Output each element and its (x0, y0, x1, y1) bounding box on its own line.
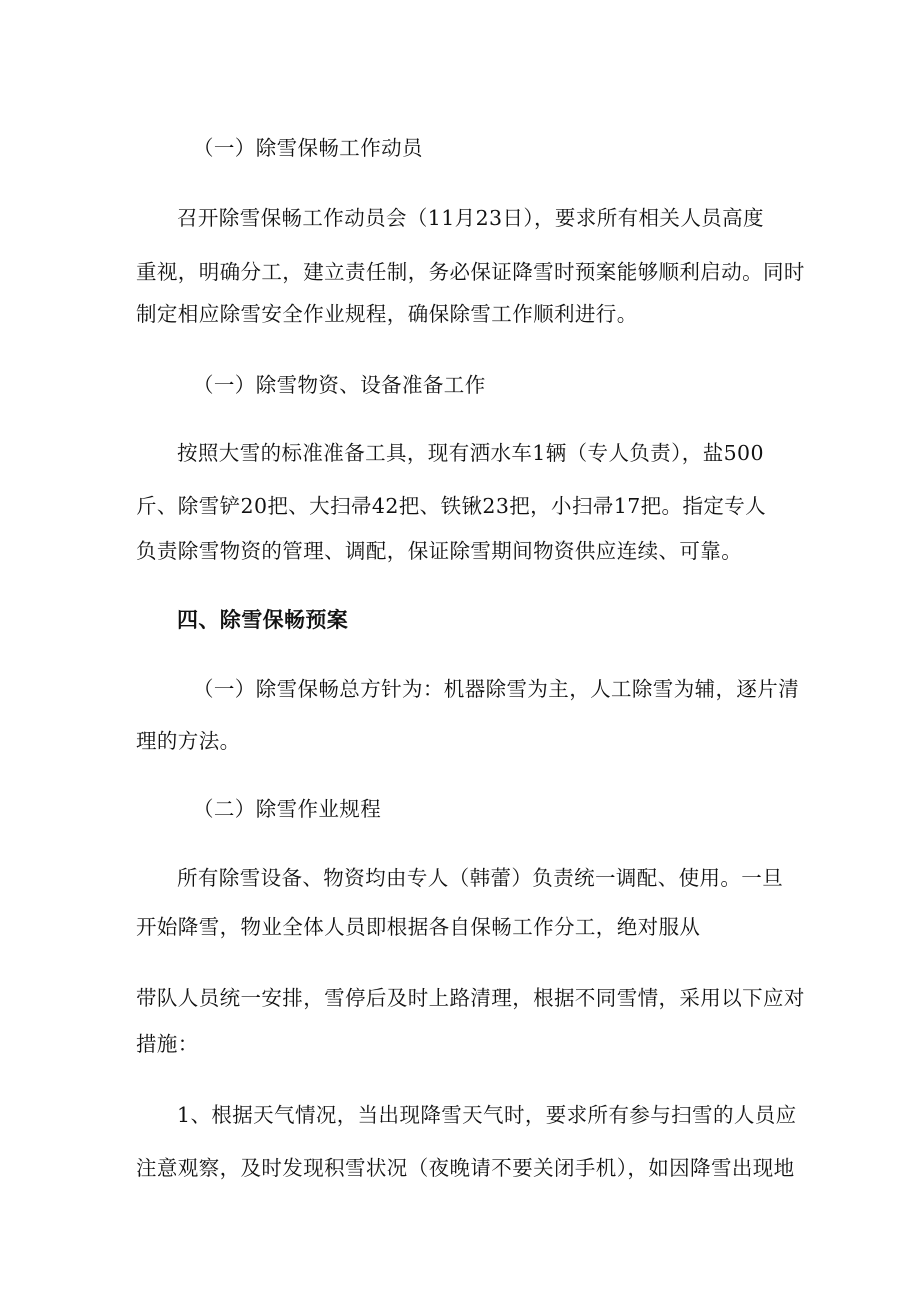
paragraph-line: 带队人员统一安排，雪停后及时上路清理，根据不同雪情，采用以下应对 (136, 986, 805, 1010)
subheading-mobilization: （一）除雪保畅工作动员 (193, 136, 423, 160)
subheading-materials: （一）除雪物资、设备准备工作 (193, 373, 486, 397)
section-heading-plan: 四、除雪保畅预案 (177, 608, 349, 632)
paragraph-line: 重视，明确分工，建立责任制，务必保证降雪时预案能够顺利启动。同时 (136, 260, 805, 284)
subheading-procedures: （二）除雪作业规程 (193, 797, 382, 821)
paragraph-line: 召开除雪保畅工作动员会（11月23日），要求所有相关人员高度 (177, 206, 764, 230)
paragraph-line: 措施： (136, 1032, 199, 1056)
paragraph-line: 所有除雪设备、物资均由专人（韩蕾）负责统一调配、使用。一旦 (177, 866, 784, 890)
paragraph-line: 制定相应除雪安全作业规程，确保除雪工作顺利进行。 (136, 302, 638, 326)
paragraph-line: 1、根据天气情况，当出现降雪天气时，要求所有参与扫雪的人员应 (177, 1103, 797, 1127)
paragraph-line: 斤、除雪铲20把、大扫帚42把、铁锹23把，小扫帚17把。指定专人 (136, 494, 767, 518)
paragraph-line: 注意观察，及时发现积雪状况（夜晚请不要关闭手机），如因降雪出现地 (136, 1156, 795, 1180)
paragraph-line: 按照大雪的标准准备工具，现有洒水车1辆（专人负责），盐500 (177, 441, 764, 465)
paragraph-line: 负责除雪物资的管理、调配，保证除雪期间物资供应连续、可靠。 (136, 539, 743, 563)
paragraph-line: 开始降雪，物业全体人员即根据各自保畅工作分工，绝对服从 (136, 915, 701, 939)
paragraph-line: （一）除雪保畅总方针为：机器除雪为主，人工除雪为辅，逐片清 (193, 677, 800, 701)
paragraph-line: 理的方法。 (136, 729, 241, 753)
